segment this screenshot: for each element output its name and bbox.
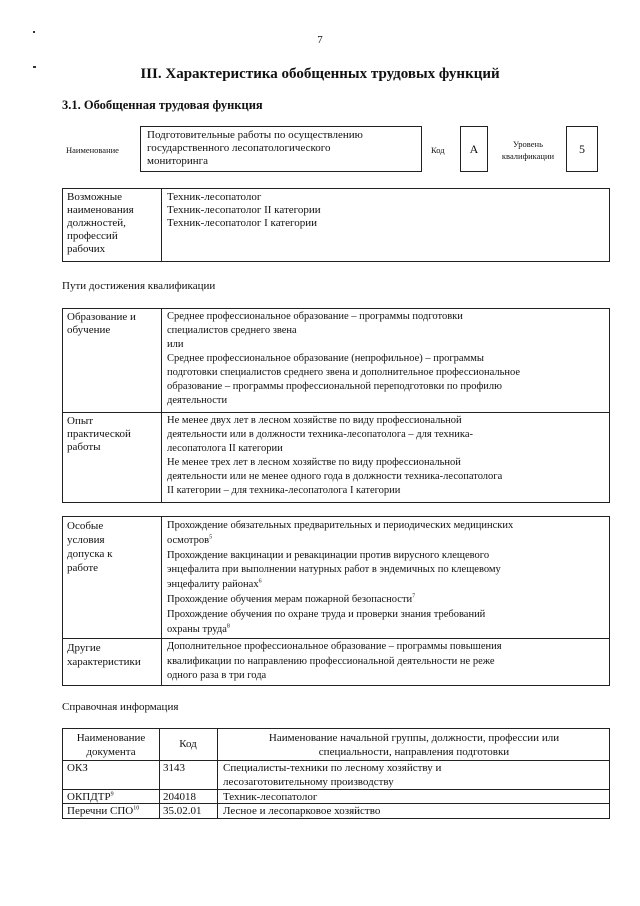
ref-row-document: ОКЗ: [67, 762, 88, 774]
education-line: деятельности: [167, 395, 228, 406]
ref-header-line: документа: [86, 746, 136, 758]
education-label: [67, 311, 161, 337]
experience-label: [67, 415, 161, 454]
special-label-line: допуска к: [67, 548, 113, 560]
scan-speck: [33, 31, 35, 33]
positions-label: [67, 191, 159, 256]
positions-label-line: профессий: [67, 230, 118, 242]
code-box: [460, 126, 488, 172]
position-item: Техник-лесопатолог II категории: [167, 204, 321, 216]
positions-table: [62, 188, 610, 262]
experience-value: [167, 414, 609, 498]
ref-header-line: Наименование начальной группы, должности, профессии или: [268, 732, 560, 744]
ref-row-name-line: Специалисты-техники по лесному хозяйству и: [223, 762, 442, 774]
footnote-ref: 8: [226, 623, 230, 630]
function-name-line: Подготовительные работы по осуществлению: [147, 129, 363, 141]
reference-table: [62, 728, 610, 819]
special-label-line: Особые: [67, 520, 104, 532]
level-label-line: Уровень: [513, 139, 543, 149]
ref-row-document: ОКПДТР$^9$: [67, 791, 114, 803]
education-value: [167, 310, 609, 408]
positions-label-line: должностей,: [67, 217, 126, 229]
experience-line: лесопатолога II категории: [167, 443, 283, 454]
ref-row-code: 35.02.01: [163, 805, 202, 817]
position-item: Техник-лесопатолог: [167, 191, 262, 203]
ref-header-code: Код: [179, 738, 197, 750]
other-label-line: Другие: [67, 642, 101, 654]
level-label: [492, 138, 564, 162]
conditions-table: [62, 516, 610, 686]
footnote-ref: 10: [133, 805, 140, 812]
education-line: специалистов среднего звена: [167, 325, 297, 336]
education-label-line: обучение: [67, 324, 111, 336]
other-characteristics-label: [67, 641, 161, 669]
special-line: Прохождение обучения по охране труда и проверки знания требований: [167, 608, 486, 620]
education-label-line: Образование и: [67, 311, 136, 323]
ref-header-name: [219, 731, 609, 759]
ref-row-name: Техник-лесопатолог: [223, 791, 318, 803]
experience-line: II категории – для техника-лесопатолога I категории: [167, 485, 401, 496]
ref-row-document: Перечни СПО$^{10}$: [67, 805, 140, 817]
experience-line: Не менее двух лет в лесном хозяйстве по виду профессиональной: [167, 415, 462, 426]
reference-title: Справочная информация: [62, 701, 179, 713]
ref-header-line: Наименование: [76, 732, 146, 744]
education-line: Среднее профессиональное образование – программы подготовки: [167, 311, 463, 322]
other-line: квалификации по направлению профессиональной деятельности не реже: [167, 655, 495, 667]
special-conditions-label: [67, 519, 161, 575]
special-line: охраны труда$^8$: [167, 623, 230, 635]
experience-line: Не менее трех лет в лесном хозяйстве по виду профессиональной: [167, 457, 461, 468]
special-label-line: условия: [67, 534, 105, 546]
level-label-line: квалификации: [501, 151, 555, 161]
special-line: Прохождение обязательных предварительных и периодических медицинских: [167, 520, 514, 531]
experience-line: деятельности или в должности техника-лесопатолога – для техника-: [167, 429, 474, 440]
positions-values: [167, 191, 607, 230]
education-line: Среднее профессиональное образование (непрофильное) – программы: [167, 353, 484, 364]
special-label-line: работе: [67, 562, 99, 574]
ref-row-code: 3143: [163, 762, 185, 774]
position-item: Техник-лесопатолог I категории: [167, 217, 317, 229]
other-line: одного раза в три года: [167, 670, 267, 681]
special-line: энцефалита при выполнении натурных работ в эндемичных по клещевому: [167, 564, 501, 576]
experience-label-line: работы: [67, 441, 101, 453]
section-title: III. Характеристика обобщенных трудовых функций: [140, 66, 500, 82]
footnote-ref: 5: [209, 534, 213, 541]
function-name-line: государственного лесопатологического: [147, 142, 331, 154]
other-characteristics-value: [167, 640, 609, 684]
paths-title: Пути достижения квалификации: [62, 280, 216, 292]
experience-line: деятельности или не менее одного года в должности техника-лесопатолога: [167, 471, 503, 482]
special-line: Прохождение обучения мерам пожарной безопасности$^7$: [167, 593, 416, 605]
experience-label-line: практической: [67, 428, 131, 440]
footnote-ref: 7: [412, 593, 416, 600]
qualification-table: [62, 308, 610, 503]
other-label-line: характеристики: [67, 656, 141, 668]
subsection-title: 3.1. Обобщенная трудовая функция: [62, 98, 263, 112]
ref-row-code: 204018: [163, 791, 196, 803]
function-name-box: [140, 126, 422, 172]
positions-label-line: рабочих: [67, 243, 106, 255]
code-label: Код: [431, 145, 445, 155]
function-name-line: мониторинга: [147, 155, 209, 167]
special-conditions-value: [167, 519, 609, 637]
level-value: 5: [579, 142, 585, 156]
ref-row-name: Лесное и лесопарковое хозяйство: [223, 805, 381, 817]
education-line: или: [167, 339, 184, 350]
experience-label-line: Опыт: [67, 415, 94, 427]
education-line: подготовки специалистов среднего звена и дополнительное профессиональное: [167, 367, 521, 378]
code-value: А: [469, 142, 479, 156]
ref-header-document: [63, 731, 159, 759]
footnote-ref: 6: [258, 578, 262, 585]
special-line: осмотров$^5$: [167, 534, 213, 546]
footnote-ref: 9: [110, 791, 114, 798]
ref-header-line: специальности, направления подготовки: [318, 746, 510, 758]
page-number: 7: [317, 34, 323, 46]
special-line: Прохождение вакцинации и ревакцинации против вирусного клещевого: [167, 549, 490, 561]
level-box: [566, 126, 598, 172]
positions-label-line: наименования: [67, 204, 134, 216]
name-label: Наименование: [66, 145, 119, 155]
ref-row-name: [223, 761, 607, 789]
ref-row-name-line: лесозаготовительному производству: [223, 776, 394, 788]
other-line: Дополнительное профессиональное образование – программы повышения: [167, 641, 502, 652]
education-line: образование – программы профессиональной переподготовки по профилю: [167, 381, 502, 392]
positions-label-line: Возможные: [67, 191, 122, 203]
special-line: энцефалиту районах$^6$: [167, 578, 262, 591]
